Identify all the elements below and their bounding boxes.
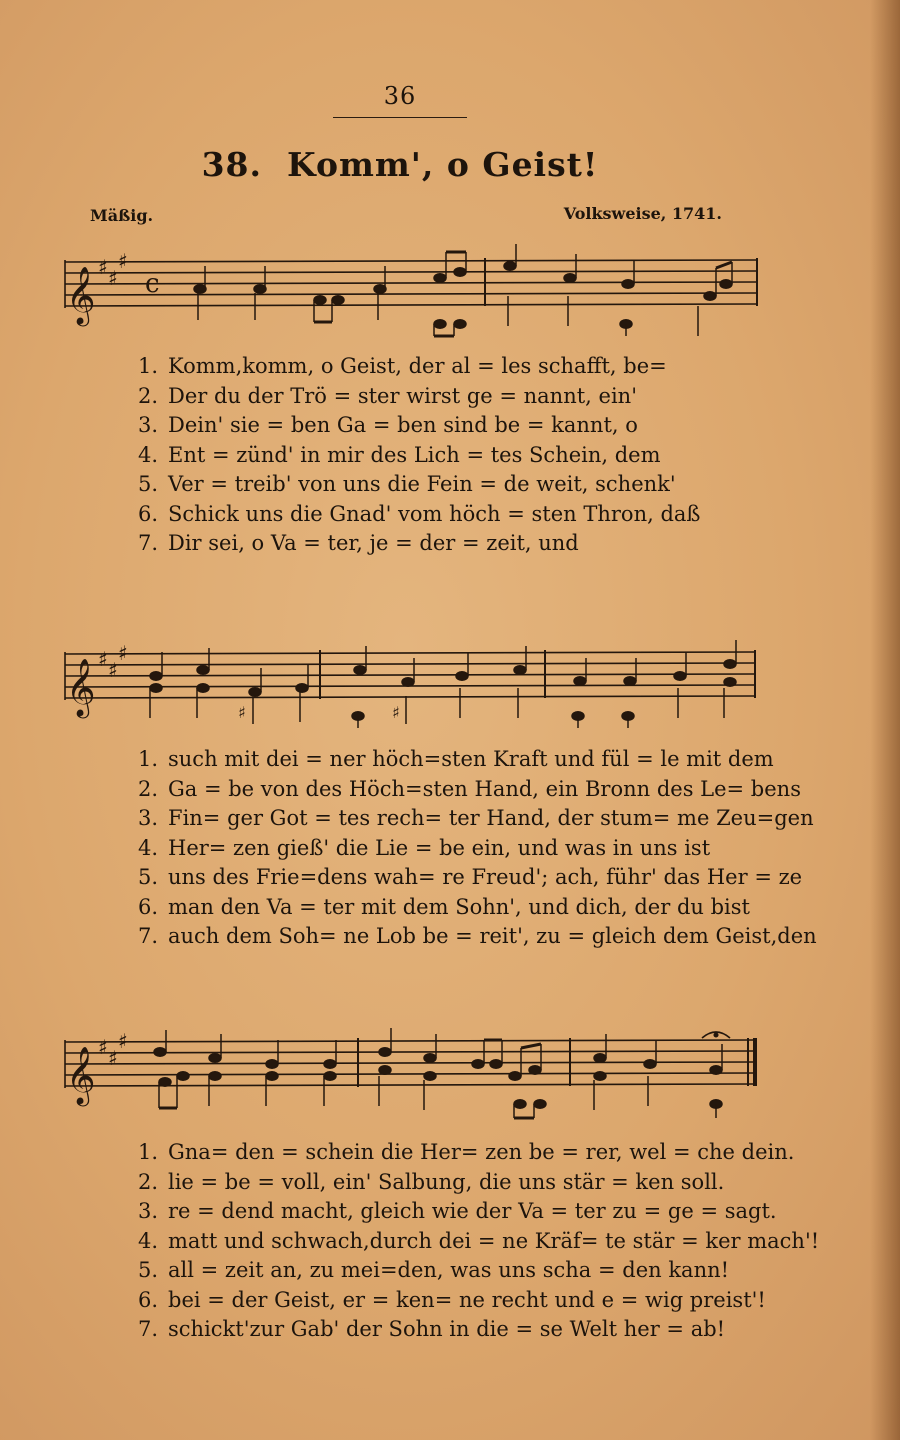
svg-text:♯: ♯ xyxy=(98,647,108,671)
svg-text:♯: ♯ xyxy=(392,703,400,722)
treble-clef-icon xyxy=(66,266,96,327)
svg-text:𝄞: 𝄞 xyxy=(66,658,96,716)
svg-text:♯: ♯ xyxy=(118,249,128,273)
treble-clef-icon xyxy=(66,1046,96,1107)
music-staff-1 xyxy=(0,240,900,350)
verse-line: 6. man den Va = ter mit dem Sohn', und dich, der du bist xyxy=(137,894,750,919)
verse-line: 3. Dein' sie = ben Ga = ben sind be = kannt, o xyxy=(137,413,638,437)
verse-line: 6. Schick uns die Gnad' vom höch = sten Thron, daß xyxy=(137,501,701,526)
song-number: 38. xyxy=(201,145,263,184)
svg-text:♯: ♯ xyxy=(118,641,128,665)
verses-system-1 xyxy=(100,352,770,559)
svg-text:𝄞: 𝄞 xyxy=(66,266,96,324)
svg-text:♯: ♯ xyxy=(98,255,108,279)
verse-line: 7. schickt'zur Gab' der Sohn in die = se Welt her = ab! xyxy=(137,1317,726,1341)
verse-line: 2. lie = be = voll, ein' Salbung, die uns stär = ken soll. xyxy=(137,1169,725,1194)
verse-line: 3. re = dend macht, gleich wie der Va = ter zu = ge = sagt. xyxy=(137,1199,777,1223)
verse-line: 1. Gna= den = schein die Her= zen be = rer, wel = che dein. xyxy=(137,1140,795,1164)
svg-text:♯: ♯ xyxy=(118,1029,128,1053)
svg-text:𝄞: 𝄞 xyxy=(66,1046,96,1104)
page-number-rule xyxy=(333,117,467,118)
svg-text:♯: ♯ xyxy=(108,266,118,290)
verse-line: 4. matt und schwach,durch dei = ne Kräf= te stär = ker mach'! xyxy=(137,1228,820,1253)
verse-line: 4. Her= zen gieß' die Lie = be ein, und was in uns ist xyxy=(137,835,711,860)
verse-line: 5. Ver = treib' von uns die Fein = de weit, schenk' xyxy=(137,472,676,496)
tempo-marking: Mäßig. xyxy=(90,206,154,225)
verse-line: 6. bei = der Geist, er = ken= ne recht und e = wig preist'! xyxy=(137,1287,766,1312)
melody-source: Volksweise, 1741. xyxy=(563,204,722,223)
notes-system-1 xyxy=(194,244,732,336)
page-number: 36 xyxy=(383,82,417,110)
treble-clef-icon xyxy=(66,658,96,719)
verse-line: 5. all = zeit an, zu mei=den, was uns scha = den kann! xyxy=(137,1258,730,1282)
verse-line: 2. Der du der Trö = ster wirst ge = nannt, ein' xyxy=(137,383,637,408)
verse-line: 7. auch dem Soh= ne Lob be = reit', zu = gleich dem Geist,den xyxy=(137,924,817,948)
common-time-icon: c xyxy=(145,269,160,299)
verse-line: 4. Ent = zünd' in mir des Lich = tes Schein, dem xyxy=(137,442,661,467)
svg-text:♯: ♯ xyxy=(238,703,246,722)
svg-text:♯: ♯ xyxy=(108,658,118,682)
verse-line: 2. Ga = be von des Höch=sten Hand, ein Bronn des Le= bens xyxy=(137,776,801,801)
verses-system-2 xyxy=(100,745,817,952)
verse-line: 3. Fin= ger Got = tes rech= ter Hand, der stum= me Zeu=gen xyxy=(137,806,814,830)
verse-line: 5. uns des Frie=dens wah= re Freud'; ach, führ' das Her = ze xyxy=(137,865,803,889)
verses-system-3 xyxy=(100,1138,820,1345)
song-title xyxy=(150,145,650,184)
song-title-text: Komm', o Geist! xyxy=(287,145,599,184)
music-staff-3 xyxy=(0,1020,900,1130)
music-staff-2 xyxy=(0,632,900,742)
verse-line: 1. such mit dei = ner höch=sten Kraft und fül = le mit dem xyxy=(137,747,774,771)
svg-text:♯: ♯ xyxy=(108,1046,118,1070)
verse-line: 1. Komm,komm, o Geist, der al = les schafft, be= xyxy=(137,354,667,378)
svg-text:♯: ♯ xyxy=(98,1035,108,1059)
verse-line: 7. Dir sei, o Va = ter, je = der = zeit, und xyxy=(137,531,579,555)
